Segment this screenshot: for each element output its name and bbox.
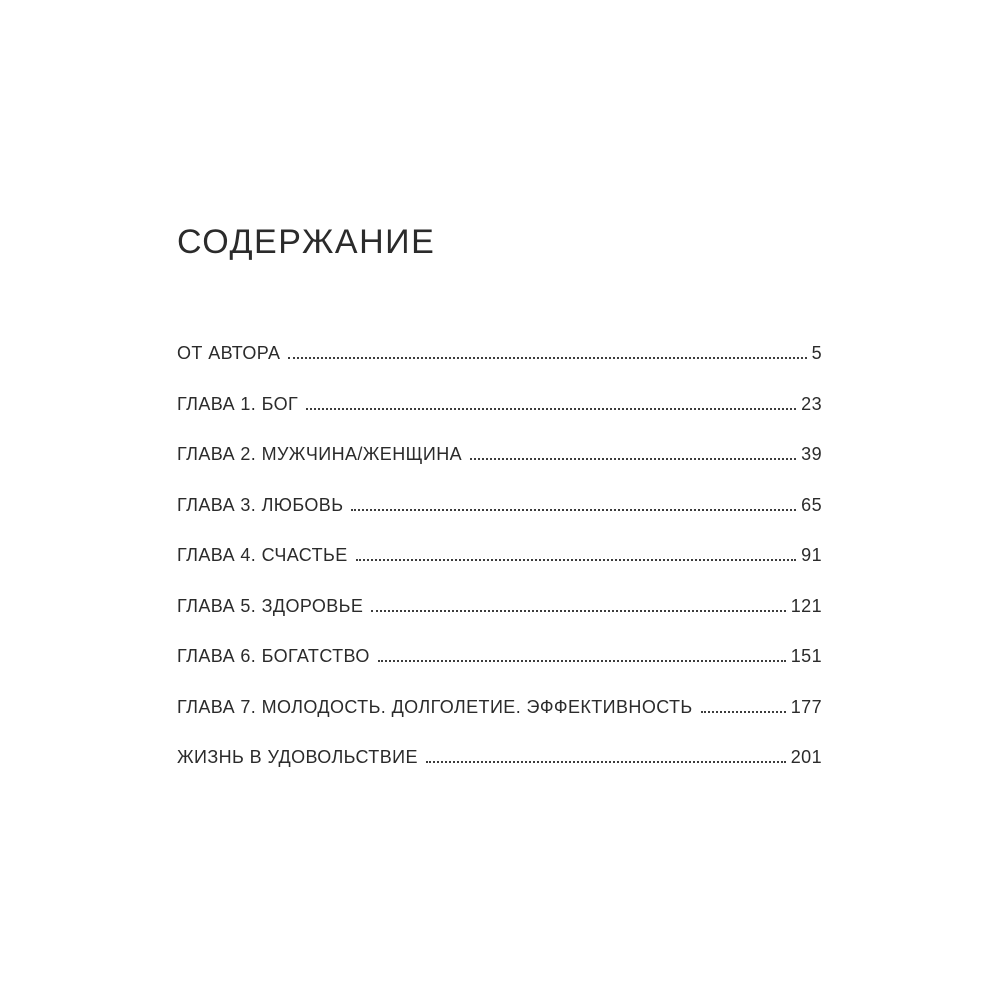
toc-entry-page-number: 121 [790, 595, 822, 616]
dot-leader [426, 761, 786, 763]
toc-entry-page-number: 151 [790, 646, 822, 666]
toc-entry-label: ГЛАВА 5. ЗДОРОВЬЕ [177, 595, 364, 616]
toc-entry-label: ГЛАВА 7. МОЛОДОСТЬ. ДОЛГОЛЕТИЕ. ЭФФЕКТИВНОСТЬ [177, 696, 693, 717]
dot-leader [306, 408, 796, 410]
dot-leader [378, 660, 786, 662]
toc-entry [177, 546, 822, 564]
toc-entry [177, 597, 822, 615]
toc-entry-label: ОТ АВТОРА [177, 343, 281, 363]
toc-entry-label: ГЛАВА 2. МУЖЧИНА/ЖЕНЩИНА [177, 444, 463, 464]
toc-entry-page-number: 5 [811, 343, 822, 363]
toc-entry-label: ГЛАВА 3. ЛЮБОВЬ [177, 494, 344, 515]
toc-entry-page-number: 91 [801, 545, 822, 565]
toc-entry [177, 698, 822, 716]
page-title: СОДЕРЖАНИЕ [177, 223, 436, 261]
toc-entry [177, 445, 822, 463]
dot-leader [371, 610, 785, 612]
toc-list [177, 344, 822, 766]
toc-entry-page-number: 201 [790, 747, 822, 767]
dot-leader [701, 711, 786, 713]
toc-entry-label: ГЛАВА 1. БОГ [177, 393, 299, 414]
toc-entry [177, 748, 822, 766]
dot-leader [288, 357, 806, 359]
dot-leader [351, 509, 796, 511]
toc-entry-page-number: 23 [801, 393, 822, 414]
toc-entry-label: ЖИЗНЬ В УДОВОЛЬСТВИЕ [177, 747, 418, 767]
toc-entry [177, 496, 822, 514]
dot-leader [356, 559, 797, 561]
toc-entry-label: ГЛАВА 6. БОГАТСТВО [177, 646, 370, 666]
toc-entry-label: ГЛАВА 4. СЧАСТЬЕ [177, 545, 348, 565]
toc-entry [177, 395, 822, 413]
toc-entry-page-number: 177 [790, 696, 822, 717]
toc-entry-page-number: 39 [801, 444, 822, 464]
toc-entry [177, 647, 822, 665]
dot-leader [470, 458, 796, 460]
toc-entry [177, 344, 822, 362]
toc-entry-page-number: 65 [801, 494, 822, 515]
